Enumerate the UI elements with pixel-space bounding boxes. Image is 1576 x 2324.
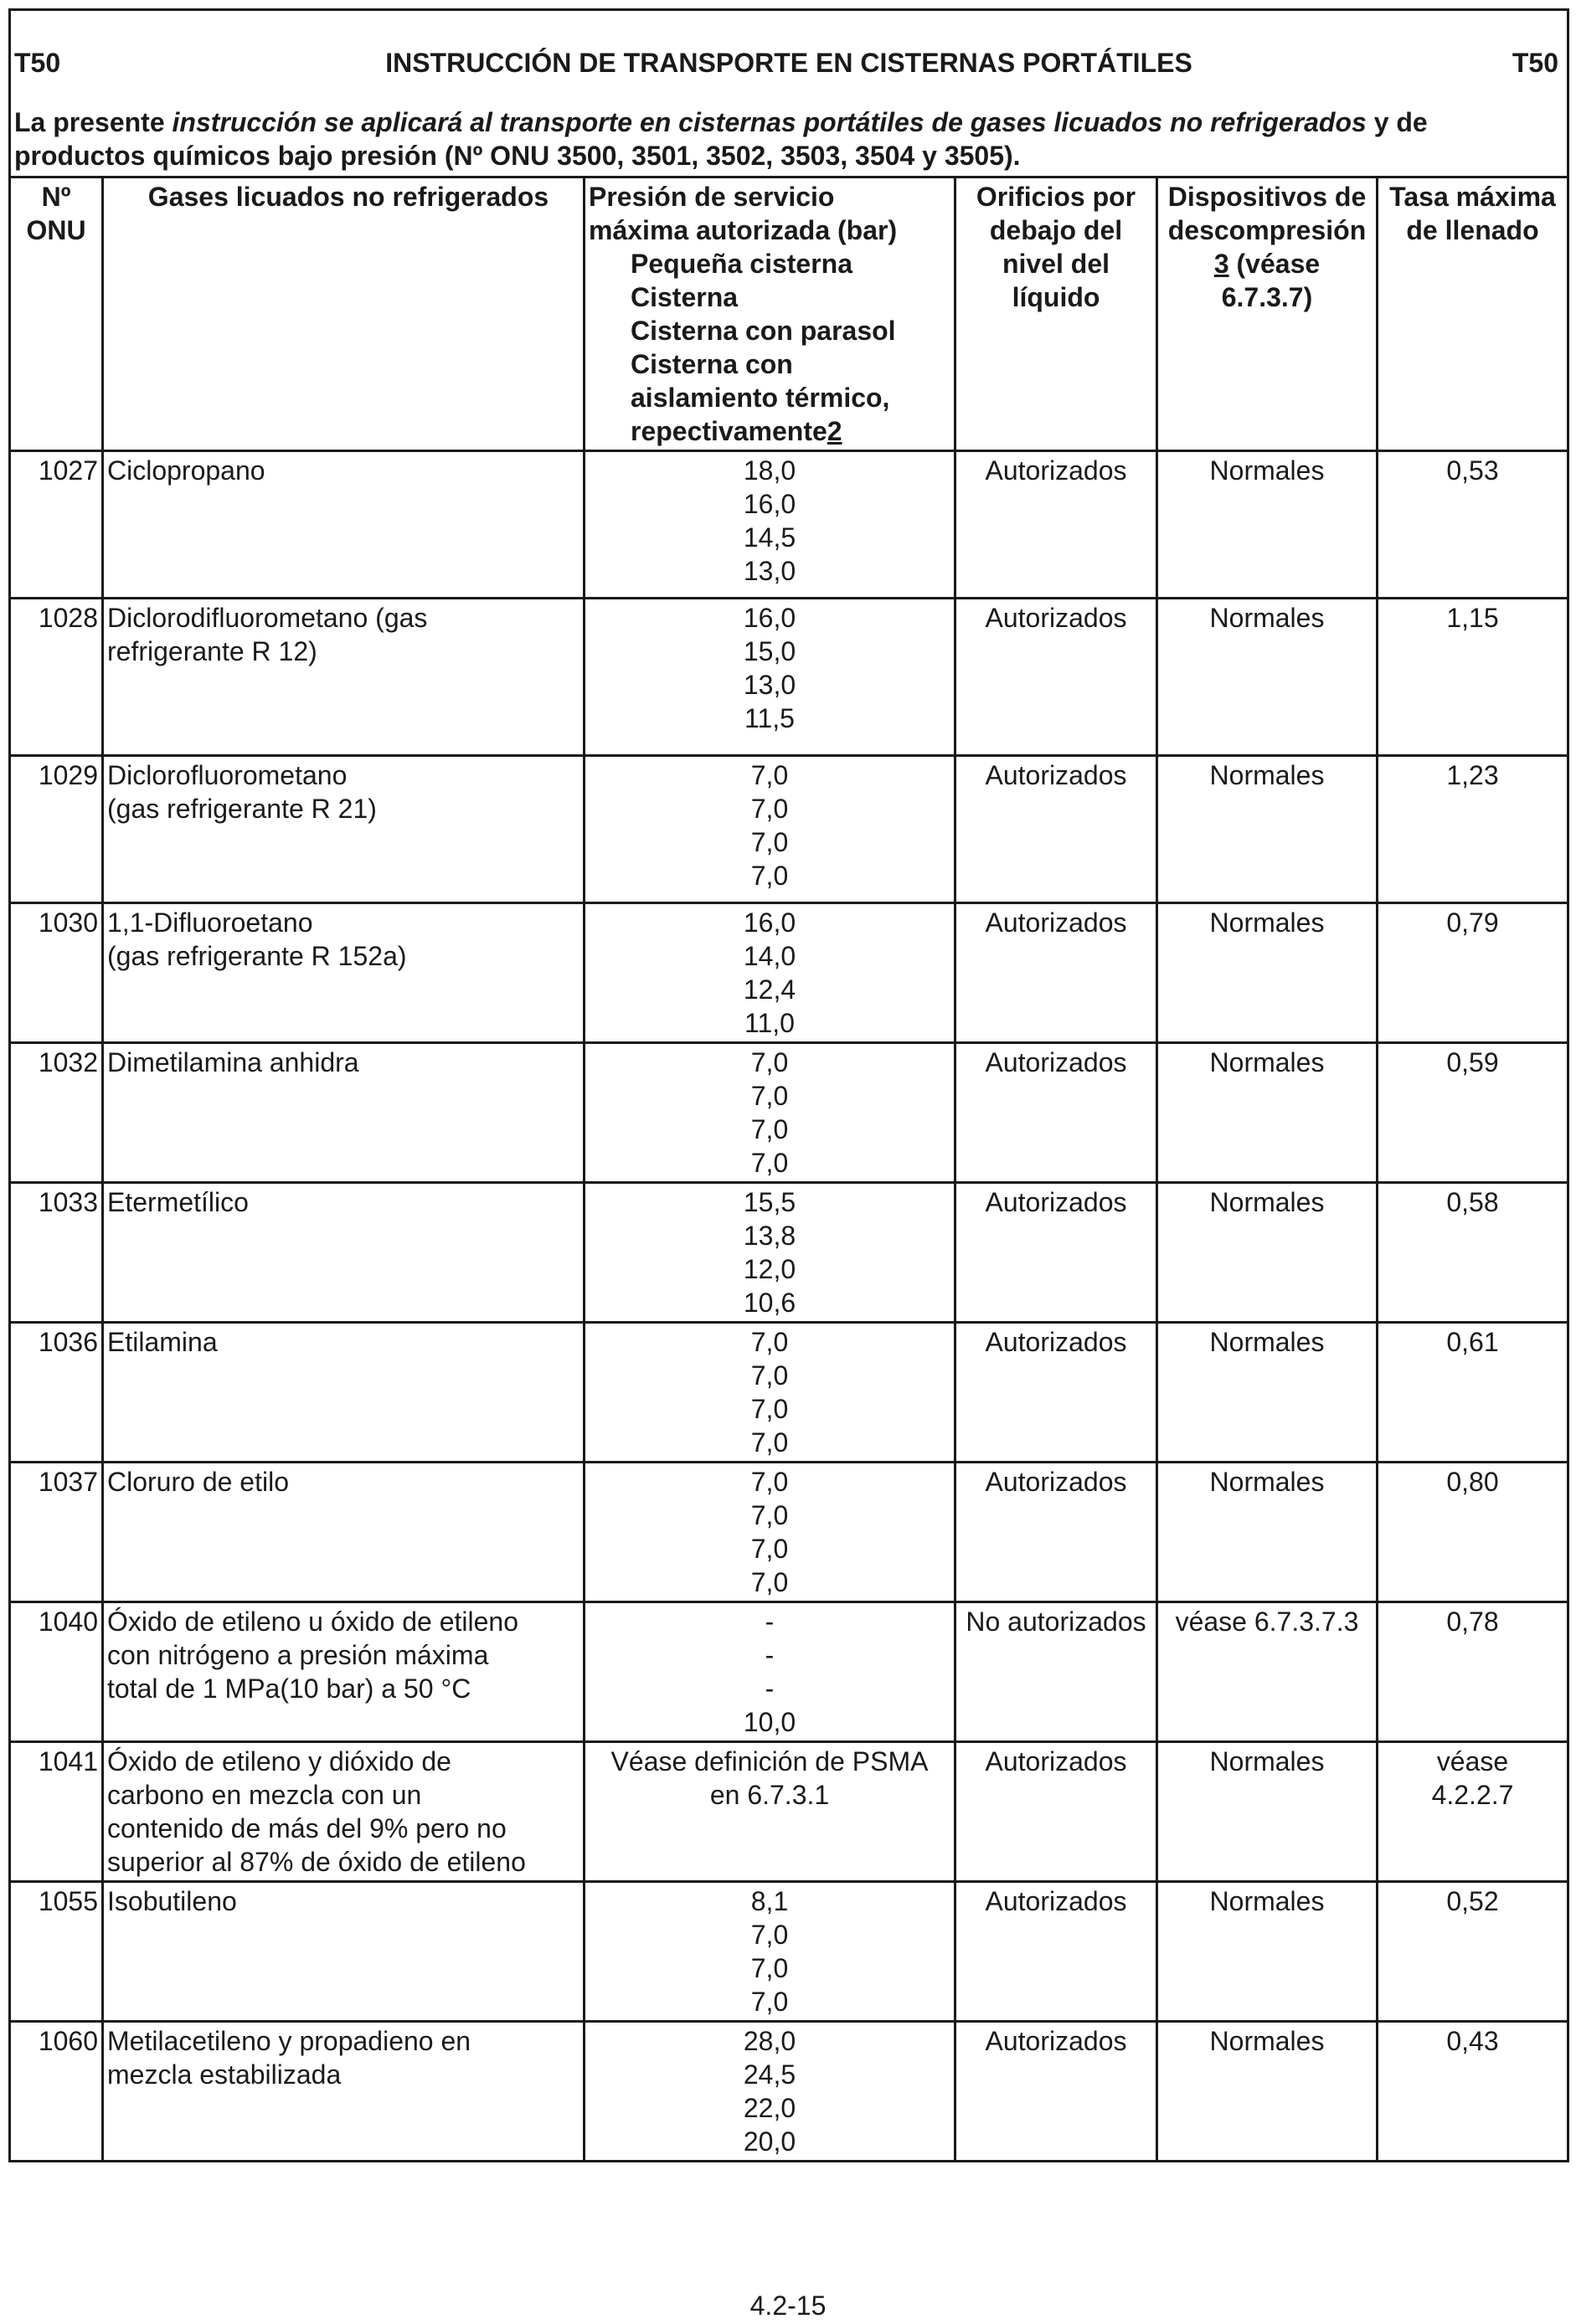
gas-name-line: con nitrógeno a presión máxima bbox=[107, 1640, 489, 1670]
cell-orificios: Autorizados bbox=[955, 1323, 1157, 1463]
page-number: 4.2-15 bbox=[749, 2291, 827, 2321]
tasa-value: 0,78 bbox=[1446, 1607, 1499, 1637]
presion-value: 7,0 bbox=[750, 1047, 789, 1077]
cell-dispositivos: Normales bbox=[1157, 1882, 1378, 2022]
presion-value: 7,0 bbox=[750, 1534, 789, 1564]
table-row bbox=[10, 1463, 1568, 1602]
header-tasa bbox=[1378, 177, 1568, 451]
cell-presion bbox=[585, 903, 955, 1043]
presion-value: 7,0 bbox=[750, 1567, 789, 1597]
presion-value: 7,0 bbox=[750, 1953, 789, 1983]
presion-value: 7,0 bbox=[750, 1500, 789, 1530]
presion-value: 10,6 bbox=[743, 1288, 796, 1318]
header-onu bbox=[10, 177, 103, 451]
presion-value: 10,0 bbox=[743, 1707, 796, 1737]
presion-value: 7,0 bbox=[750, 1114, 789, 1144]
presion-value: 20,0 bbox=[743, 2126, 796, 2157]
presion-value: 11,0 bbox=[744, 1008, 795, 1038]
title-bar bbox=[8, 8, 1569, 116]
cell-onu: 1033 bbox=[10, 1183, 103, 1323]
cell-dispositivos: Normales bbox=[1157, 451, 1378, 599]
header-dispositivos-text: (véase bbox=[1228, 249, 1321, 279]
presion-value: 14,5 bbox=[743, 522, 796, 553]
instruction-code-left: T50 bbox=[14, 48, 61, 78]
presion-value: 28,0 bbox=[743, 2026, 796, 2056]
page-title: INSTRUCCIÓN DE TRANSPORTE EN CISTERNAS PORTÁTILES bbox=[385, 48, 1192, 78]
table-row bbox=[10, 903, 1568, 1043]
table-row bbox=[10, 1183, 1568, 1323]
header-dispositivos-line: Dispositivos de bbox=[1167, 182, 1367, 212]
presion-value: - bbox=[765, 1674, 775, 1704]
presion-value: 7,0 bbox=[750, 1081, 789, 1111]
gas-name-line: superior al 87% de óxido de etileno bbox=[107, 1847, 526, 1877]
gas-name-line: Metilacetileno y propadieno en bbox=[107, 2026, 471, 2056]
cell-gas-name bbox=[103, 599, 585, 756]
header-dispositivos-line: descompresión bbox=[1167, 215, 1367, 245]
cell-gas-name bbox=[103, 1602, 585, 1742]
tasa-value: véase bbox=[1436, 1746, 1509, 1776]
cell-tasa bbox=[1378, 1742, 1568, 1882]
cell-orificios: No autorizados bbox=[955, 1602, 1157, 1742]
presion-value: - bbox=[765, 1607, 775, 1637]
presion-value: 15,0 bbox=[743, 636, 796, 666]
tasa-value: 0,80 bbox=[1446, 1467, 1499, 1497]
presion-value: 7,0 bbox=[750, 827, 789, 857]
cell-orificios: Autorizados bbox=[955, 1463, 1157, 1602]
gas-name-line: Etilamina bbox=[107, 1327, 218, 1357]
presion-value: - bbox=[765, 1640, 775, 1670]
cell-tasa bbox=[1378, 756, 1568, 903]
cell-orificios: Autorizados bbox=[955, 1183, 1157, 1323]
header-orificios-line: debajo del bbox=[989, 215, 1123, 245]
table-row bbox=[10, 1742, 1568, 1882]
gas-name-line: Dimetilamina anhidra bbox=[107, 1047, 359, 1077]
cell-onu: 1029 bbox=[10, 756, 103, 903]
presion-value: 13,0 bbox=[743, 670, 796, 700]
cell-onu: 1055 bbox=[10, 1882, 103, 2022]
cell-gas-name bbox=[103, 1043, 585, 1183]
presion-value: 7,0 bbox=[750, 1148, 789, 1178]
intro-paragraph bbox=[8, 105, 1569, 176]
cell-orificios: Autorizados bbox=[955, 1742, 1157, 1882]
table-row bbox=[10, 2022, 1568, 2162]
presion-value: 18,0 bbox=[743, 455, 796, 486]
instruction-code-right: T50 bbox=[1512, 48, 1558, 78]
footnote-ref: 3 bbox=[1213, 249, 1229, 279]
cell-orificios: Autorizados bbox=[955, 599, 1157, 756]
header-onu-line: Nº bbox=[41, 182, 71, 212]
tasa-value: 0,59 bbox=[1446, 1047, 1499, 1077]
presion-value: 22,0 bbox=[743, 2093, 796, 2123]
presion-value: 7,0 bbox=[750, 861, 789, 891]
cell-gas-name bbox=[103, 2022, 585, 2162]
table-row bbox=[10, 1323, 1568, 1463]
cell-presion bbox=[585, 1463, 955, 1602]
tasa-value: 0,52 bbox=[1446, 1886, 1499, 1916]
cell-presion bbox=[585, 1742, 955, 1882]
presion-value: 12,4 bbox=[743, 974, 796, 1005]
cell-onu: 1028 bbox=[10, 599, 103, 756]
cell-gas-name bbox=[103, 1742, 585, 1882]
tasa-value: 4.2.2.7 bbox=[1431, 1780, 1514, 1810]
tasa-value: 0,53 bbox=[1446, 455, 1499, 486]
cell-orificios: Autorizados bbox=[955, 1882, 1157, 2022]
cell-presion bbox=[585, 1183, 955, 1323]
cell-presion bbox=[585, 599, 955, 756]
cell-presion bbox=[585, 2022, 955, 2162]
cell-tasa bbox=[1378, 2022, 1568, 2162]
presion-value: 15,5 bbox=[743, 1187, 796, 1217]
tasa-value: 0,79 bbox=[1446, 907, 1499, 938]
cell-presion bbox=[585, 1602, 955, 1742]
gas-name-line: refrigerante R 12) bbox=[107, 636, 317, 666]
intro-text-italic: instrucción se aplicará al transporte en cisternas portátiles de gases licuados no refrigerados bbox=[172, 107, 1367, 137]
presion-value: 7,0 bbox=[750, 1394, 789, 1424]
gas-name-line: (gas refrigerante R 21) bbox=[107, 794, 377, 824]
cell-onu: 1040 bbox=[10, 1602, 103, 1742]
presion-value: 13,0 bbox=[743, 556, 796, 586]
cell-onu: 1060 bbox=[10, 2022, 103, 2162]
table-row bbox=[10, 1043, 1568, 1183]
cell-dispositivos: Normales bbox=[1157, 1463, 1378, 1602]
cell-onu: 1036 bbox=[10, 1323, 103, 1463]
cell-presion bbox=[585, 1323, 955, 1463]
presion-value: 7,0 bbox=[750, 1327, 789, 1357]
presion-value: 11,5 bbox=[744, 703, 795, 733]
header-dispositivos-line: 6.7.3.7) bbox=[1221, 282, 1313, 312]
presion-value: 16,0 bbox=[743, 489, 796, 519]
tasa-value: 1,23 bbox=[1446, 760, 1499, 790]
cell-presion bbox=[585, 1882, 955, 2022]
cell-tasa bbox=[1378, 1323, 1568, 1463]
table-row bbox=[10, 1882, 1568, 2022]
cell-presion bbox=[585, 451, 955, 599]
presion-value: 14,0 bbox=[743, 941, 796, 971]
presion-value: 16,0 bbox=[743, 907, 796, 938]
footnote-ref: 2 bbox=[827, 416, 842, 446]
gas-name-line: Ciclopropano bbox=[107, 455, 265, 486]
cell-tasa bbox=[1378, 903, 1568, 1043]
cell-presion bbox=[585, 1043, 955, 1183]
presion-value: en 6.7.3.1 bbox=[709, 1780, 830, 1810]
header-presion-sub: aislamiento térmico, bbox=[631, 383, 890, 413]
header-orificios-line: Orificios por bbox=[976, 182, 1136, 212]
header-presion-line: máxima autorizada (bar) bbox=[589, 215, 898, 245]
presion-value: 7,0 bbox=[750, 1920, 789, 1950]
tasa-value: 0,61 bbox=[1446, 1327, 1499, 1357]
presion-value: Véase definición de PSMA bbox=[610, 1746, 929, 1776]
table-row bbox=[10, 1602, 1568, 1742]
header-presion-line: Presión de servicio bbox=[589, 182, 835, 212]
presion-value: 7,0 bbox=[750, 1467, 789, 1497]
cell-dispositivos: Normales bbox=[1157, 903, 1378, 1043]
header-presion-sub: Cisterna bbox=[631, 282, 739, 312]
gas-name-line: Diclorodifluorometano (gas bbox=[107, 603, 428, 633]
cell-gas-name bbox=[103, 1183, 585, 1323]
gas-name-line: carbono en mezcla con un bbox=[107, 1780, 422, 1810]
gas-name-line: Óxido de etileno y dióxido de bbox=[107, 1746, 451, 1776]
header-gases: Gases licuados no refrigerados bbox=[103, 177, 585, 451]
gas-name-line: Etermetílico bbox=[107, 1187, 249, 1217]
header-orificios-line: nivel del bbox=[1002, 249, 1110, 279]
intro-text-3: y de productos químicos bajo presión (Nº ONU 3500, 3501, 3502, 3503, 3504 y 3505). bbox=[14, 107, 1428, 171]
cell-dispositivos: Normales bbox=[1157, 1183, 1378, 1323]
cell-orificios: Autorizados bbox=[955, 451, 1157, 599]
gas-name-line: total de 1 MPa(10 bar) a 50 °C bbox=[107, 1674, 471, 1704]
gas-name-line: contenido de más del 9% pero no bbox=[107, 1813, 507, 1843]
tasa-value: 0,58 bbox=[1446, 1187, 1499, 1217]
header-presion bbox=[585, 177, 955, 451]
header-orificios-line: líquido bbox=[1012, 282, 1100, 312]
table-row bbox=[10, 756, 1568, 903]
cell-gas-name bbox=[103, 451, 585, 599]
intro-text-1: La presente bbox=[14, 107, 173, 137]
header-onu-line: ONU bbox=[26, 215, 86, 245]
header-presion-sub: Pequeña cisterna bbox=[631, 249, 852, 279]
gas-name-line: Óxido de etileno u óxido de etileno bbox=[107, 1607, 519, 1637]
cell-gas-name bbox=[103, 1463, 585, 1602]
gas-name-line: Diclorofluorometano bbox=[107, 760, 348, 790]
header-tasa-line: Tasa máxima bbox=[1389, 182, 1556, 212]
presion-value: 24,5 bbox=[743, 2059, 796, 2090]
tasa-value: 0,43 bbox=[1446, 2026, 1499, 2056]
cell-onu: 1032 bbox=[10, 1043, 103, 1183]
header-presion-sub: Cisterna con bbox=[631, 349, 793, 379]
cell-dispositivos: Normales bbox=[1157, 1323, 1378, 1463]
cell-orificios: Autorizados bbox=[955, 756, 1157, 903]
cell-dispositivos: Normales bbox=[1157, 2022, 1378, 2162]
cell-tasa bbox=[1378, 1882, 1568, 2022]
gas-name-line: (gas refrigerante R 152a) bbox=[107, 941, 407, 971]
header-presion-sub bbox=[589, 414, 950, 448]
presion-value: 7,0 bbox=[750, 760, 789, 790]
header-dispositivos-line bbox=[1161, 247, 1373, 280]
presion-value: 7,0 bbox=[750, 1987, 789, 2017]
cell-onu: 1037 bbox=[10, 1463, 103, 1602]
cell-onu: 1027 bbox=[10, 451, 103, 599]
cell-dispositivos: Normales bbox=[1157, 599, 1378, 756]
cell-gas-name bbox=[103, 1323, 585, 1463]
cell-tasa bbox=[1378, 1043, 1568, 1183]
gas-name-line: Cloruro de etilo bbox=[107, 1467, 289, 1497]
cell-tasa bbox=[1378, 451, 1568, 599]
presion-value: 12,0 bbox=[743, 1254, 796, 1284]
cell-orificios: Autorizados bbox=[955, 1043, 1157, 1183]
table-row bbox=[10, 451, 1568, 599]
gas-name-line: Isobutileno bbox=[107, 1886, 237, 1916]
presion-value: 13,8 bbox=[743, 1221, 796, 1251]
table-row bbox=[10, 599, 1568, 756]
cell-onu: 1041 bbox=[10, 1742, 103, 1882]
cell-dispositivos: Normales bbox=[1157, 1043, 1378, 1183]
cell-dispositivos: Normales bbox=[1157, 1742, 1378, 1882]
presion-value: 7,0 bbox=[750, 1427, 789, 1458]
cell-orificios: Autorizados bbox=[955, 2022, 1157, 2162]
cell-tasa bbox=[1378, 1183, 1568, 1323]
header-orificios bbox=[955, 177, 1157, 451]
document bbox=[8, 8, 1569, 2162]
cell-dispositivos: véase 6.7.3.7.3 bbox=[1157, 1602, 1378, 1742]
header-presion-sub: Cisterna con parasol bbox=[631, 316, 896, 346]
cell-orificios: Autorizados bbox=[955, 903, 1157, 1043]
table-header-row bbox=[10, 177, 1568, 451]
gas-name-line: mezcla estabilizada bbox=[107, 2059, 342, 2090]
presion-value: 16,0 bbox=[743, 603, 796, 633]
cell-tasa bbox=[1378, 1463, 1568, 1602]
header-dispositivos bbox=[1157, 177, 1378, 451]
table-body bbox=[10, 451, 1568, 2162]
gas-name-line: 1,1-Difluoroetano bbox=[107, 907, 313, 938]
cell-presion bbox=[585, 756, 955, 903]
presion-value: 7,0 bbox=[750, 1360, 789, 1391]
cell-gas-name bbox=[103, 903, 585, 1043]
header-tasa-line: de llenado bbox=[1406, 215, 1539, 245]
cell-gas-name bbox=[103, 1882, 585, 2022]
cell-tasa bbox=[1378, 1602, 1568, 1742]
cell-onu: 1030 bbox=[10, 903, 103, 1043]
cell-gas-name bbox=[103, 756, 585, 903]
header-presion-last: repectivamente bbox=[631, 416, 827, 446]
gas-table bbox=[8, 176, 1569, 2162]
tasa-value: 1,15 bbox=[1446, 603, 1499, 633]
presion-value: 7,0 bbox=[750, 794, 789, 824]
cell-dispositivos: Normales bbox=[1157, 756, 1378, 903]
presion-value: 8,1 bbox=[750, 1886, 789, 1916]
cell-tasa bbox=[1378, 599, 1568, 756]
